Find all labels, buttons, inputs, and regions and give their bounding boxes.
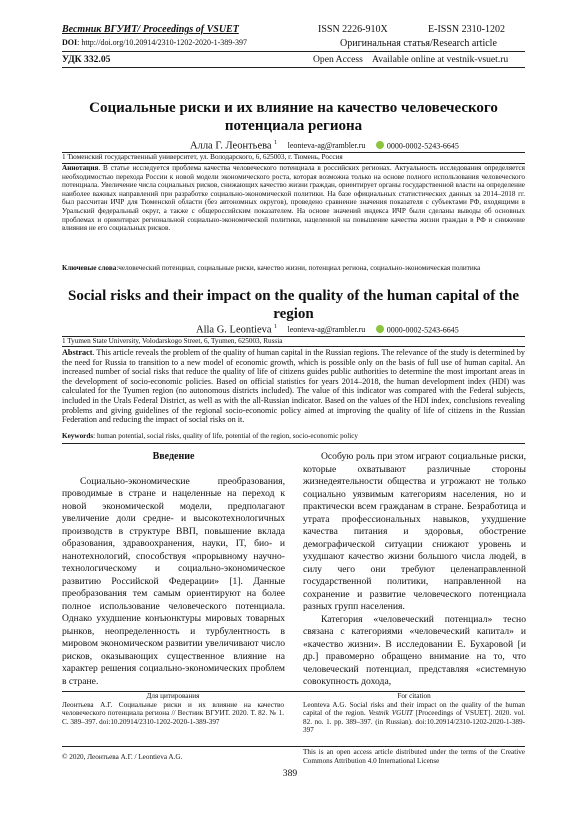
open-access: Open Access [313,54,363,65]
journal-name: Вестник ВГУИТ/ Proceedings of VSUET [62,24,239,35]
en-author-sup: 1 [274,324,278,330]
issn: ISSN 2226-910X [318,24,388,35]
en-rule-2 [62,346,525,347]
citation-en-text-1: Leonteva A.G. Social risks and their impact on the quality of the human capital of the region. [303,700,525,718]
en-abstract-label: Abstract [62,348,93,357]
en-abstract-text: . This article reveals the problem of the quality of human capital in the Russian regions. The relevance of the study is determined by the need for Russia to transition to a new model of economic growth, which is possible only on the basis of full use of human capital. An increased number of social risks that reduce the quality of life of citizens guides public authorities to determine the most important areas in the development of socio-economic policies. Based on official statistics for years 2014–2018, the human development index (HDI) was calculated for the Tyumen region (no autonomous districts included). The value of this indicator was compared with the Federal subjects, included in the Urals Federal District, as well as with the all-Russian indicator. Based on the values of the HDI index, conclusions revealing problems and giving guidelines of the regional socio-economic policy aimed at improving the quality of life of citizens in the Russian Federation and reducing the impact of social risks on it. [62,348,525,425]
available-online[interactable]: Available online at vestnik-vsuet.ru [372,54,509,65]
doi-link[interactable]: : http://doi.org/10.20914/2310-1202-2020-1-389-397 [77,38,247,47]
en-keywords [62,432,525,441]
left-column [62,451,285,688]
ru-title: Социальные риски и их влияние на качество человеческого потенциала региона [89,100,498,134]
en-title: Social risks and their impact on the quality of the human capital of the region [67,288,519,322]
ru-keywords-text: :человеческий потенциал, социальные риски, качество жизни, потенциал региона, социально-экономическая политика [116,264,481,272]
footer-rule [62,746,525,747]
license[interactable]: This is an open access article distributed under the terms of the Creative Commons Attribution 4.0 International License [303,748,525,765]
en-affiliation: 1 Tyumen State University, Volodarskogo Street, 6, Tyumen, 625003, Russia [62,337,283,345]
right-paragraph-2: Категория «человеческий потенциал» тесно связана с категориями «человеческий капитал» и «качество жизни». В исследовании Е. Бухаровой [и др.] правомерно обращено внимание на то, что человеческий потенциал, представляя «системную совокупность дохода, [303,613,526,687]
en-orcid[interactable]: 0000-0002-5243-6645 [386,325,459,335]
ru-affiliation: 1 Тюменский государственный университет, ул. Володарского, 6, 625003, г. Тюмень, Россия [62,153,343,161]
ru-abstract-text: . В статье исследуется проблема качества человеческого потенциала в российских регионах. Актуальность исследования определяется необходимостью перехода России к новой модели экономического роста, которая возможна только на основе полного использования человеческого потенциала. Увеличение числа социальных рисков, снижающих качество жизни граждан, ориентирует органы государственной власти на определение наиболее важных направлений при разработке социально-экономической политики. На базе официальных статистических данных за 2014–2018 гг. был рассчитан ИЧР для Тюменской области (без автономных округов), проведено сравнение значения показателя с субъектами РФ, входящими в Уральский федеральный округ, а также с общероссийским показателем. На основе значений индекса ИЧР были сделаны выводы об основных проблемах и ориентирах региональной социально-экономической политики, нацеленной на повышение качества жизни граждан в РФ и снижение влияния не его социальных рисков. [62,164,525,233]
ru-author: Алла Г. Леонтьева [190,140,272,152]
eissn: E-ISSN 2310-1202 [428,24,505,35]
en-email[interactable]: leonteva-ag@rambler.ru [287,325,366,335]
ru-keywords [62,264,525,273]
ru-email[interactable]: leonteva-ag@rambler.ru [287,141,366,151]
left-paragraph: Социально-экономические преобразования, проводимые в стране и нацеленные на переход к новой экономической модели, предполагают увеличение доли средне- и высокотехнологичных производств в структуре ВВП, повышение вклада образования, здравоохранения, науки, IT, био- и нанотехнологий, способствуя «прорывному научно-технологическому и социально-экономическое развитию Российской Федерации» [1]. Данные преобразования тем самым ориентируют на более полное использование человеческого потенциала. Однако ухудшение конъюнктуры мировых товарных рынков, неопределенность и турбулентность в мировом экономическом развитии увеличивают число рисков, оказывающих существенное влияние на характер решения социально-экономических проблем в стране. [62,475,285,687]
ru-author-line [190,140,459,151]
en-author: Alla G. Leontieva [196,324,272,336]
udk: УДК 332.05 [62,54,111,65]
copyright: © 2020, Леонтьева А.Г. / Leontieva A.G. [62,753,183,761]
citation-en [303,692,525,735]
citation-en-text-2: [Proceedings of VSUET]. 2020. vol. 82. no. 1. pp. 389–397. (in Russian). doi:10.20914/2310-1202-2020-1-389-397 [303,709,525,735]
en-author-line [196,324,459,335]
keywords-rule [62,443,525,444]
right-column [303,451,526,689]
citation-en-text [303,701,525,735]
intro-heading: Введение [152,451,195,462]
en-abstract [62,348,525,425]
page-number: 389 [282,768,298,779]
citation-en-heading: For citation [397,692,431,700]
header-rule-2 [62,67,525,68]
orcid-icon[interactable] [376,325,384,333]
ru-keywords-label: Ключевые слова [62,264,117,272]
ru-orcid[interactable]: 0000-0002-5243-6645 [386,141,459,151]
citation-ru-text: Леонтьева А.Г. Социальные риски и их влияние на качество человеческого потенциала региона // Вестник ВГУИТ. 2020. Т. 82. № 1. С. 389–397. doi:10.20914/2310-1202-2020-1-389-397 [62,700,284,726]
citation-ru-heading: Для цитирования [146,692,200,700]
ru-abstract-label: Аннотация [62,164,99,172]
orcid-icon[interactable] [376,141,384,149]
en-keywords-text: : human potential, social risks, quality of life, potential of the region, socio-economic policy [93,432,359,440]
doi: DOI: http://doi.org/10.20914/2310-1202-2020-1-389-397 [62,38,247,47]
citation-en-journal: Vestnik VGUIT [368,709,413,718]
citation-ru [62,692,284,726]
header-rule [62,51,525,52]
ru-author-sup: 1 [274,140,278,146]
en-keywords-label: Keywords [62,432,94,440]
ru-abstract [62,164,525,233]
right-paragraph-1: Особую роль при этом играют социальные риски, которые охватывают различные стороны жизнедеятельности общества и угрожают не только социально уязвимым категориям населения, но и практически всем гражданам в стране. Безработица и утрата профессиональных навыков, ухудшение качества питания и здоровья, обострение демографической ситуации снижают уровень и ухудшают качество жизни большого числа людей, в силу чего они требуют целенаправленной государственной политики, направленной на сохранение и развитие человеческого потенциала разных групп населения. [303,451,526,612]
article-type: Оригинальная статья/Research article [340,38,497,49]
